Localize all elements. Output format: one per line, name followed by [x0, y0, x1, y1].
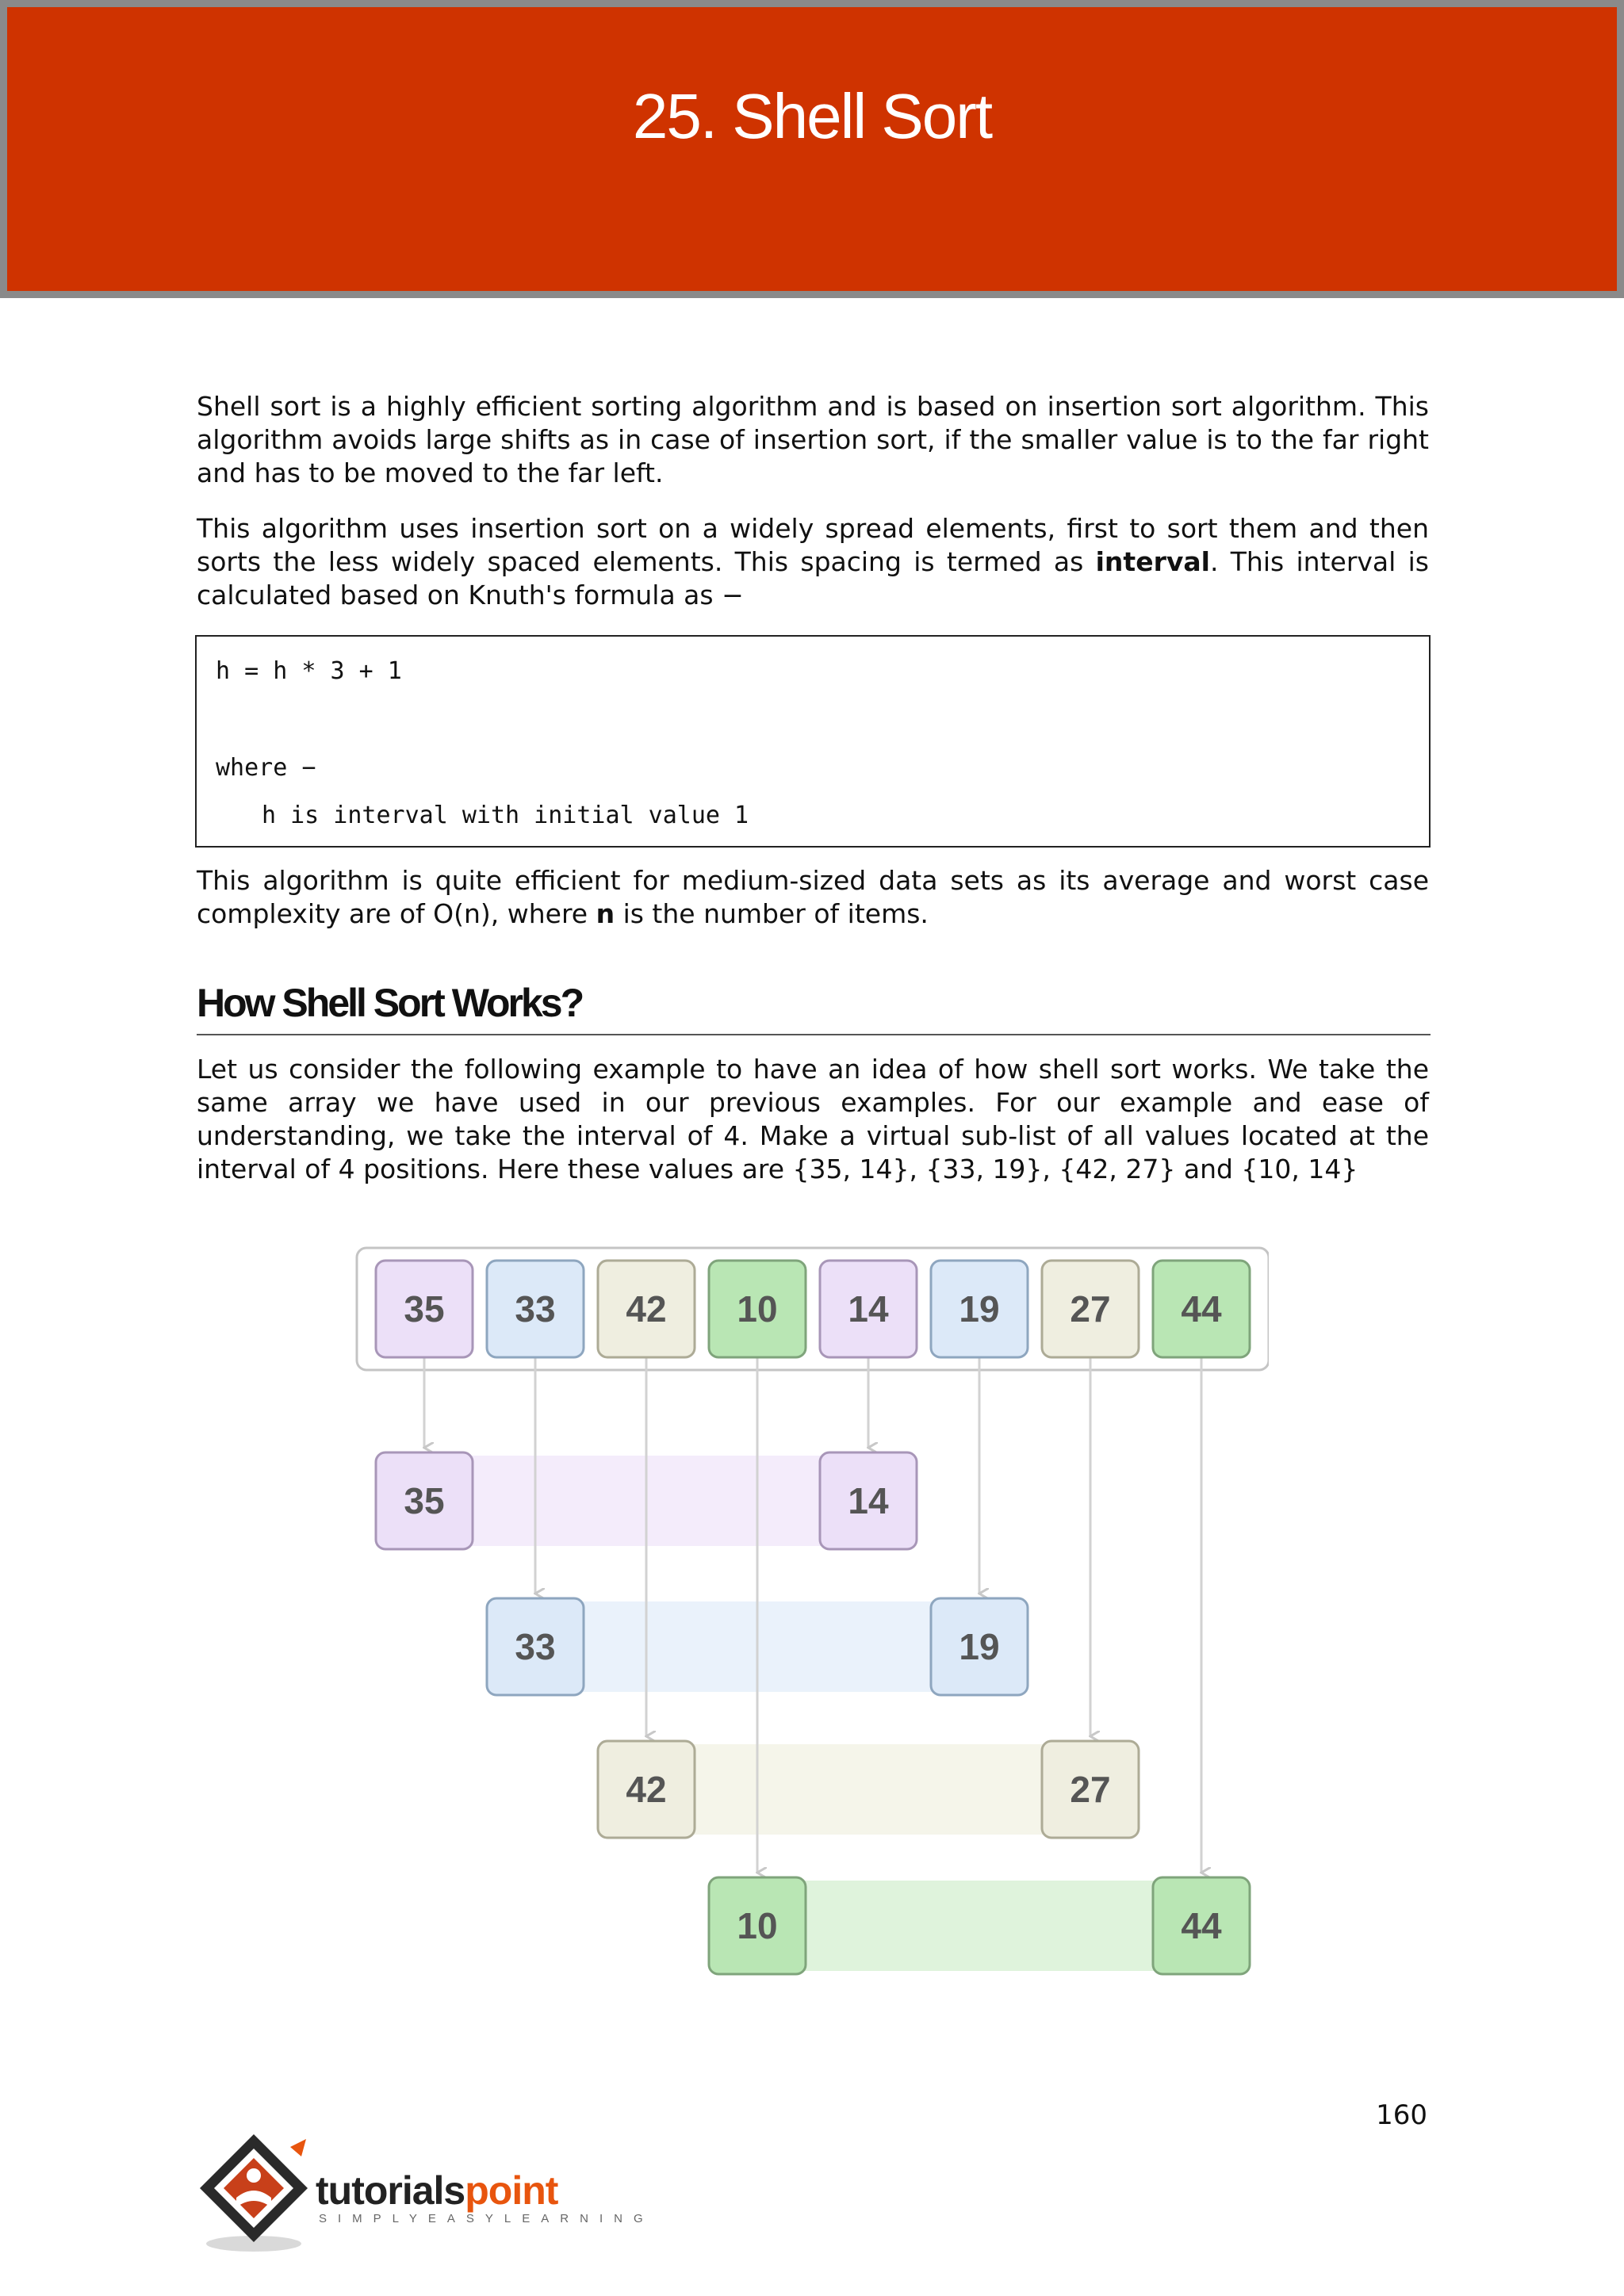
- logo-emblem-icon: [197, 2131, 316, 2258]
- complexity-tail: is the number of items.: [615, 898, 929, 929]
- sublist-4-right: [1153, 1877, 1250, 1974]
- array-cell-1: [376, 1261, 473, 1357]
- section-paragraph: Let us consider the following example to have an idea of how shell sort works. We take the same array we have used in our previous examples. For our example and ease of understanding, we take the interval of 4. Make a virtual sub-list of all values located at the interval of 4 positions. Here these values are {35, 14}, {33, 19}, {42, 27} and {10, 14}: [197, 1054, 1429, 1184]
- array-cell-4: [709, 1261, 806, 1357]
- sublist-3-right: [1042, 1741, 1139, 1838]
- logo-tagline: SIMPLYEASYLEARNING: [319, 2212, 654, 2225]
- code-line-where: where −: [216, 754, 316, 782]
- sublist-2-left-label: 33: [515, 1626, 556, 1667]
- intro-p2-tail: . This interval is calculated based on Knuth's formula as −: [197, 546, 1429, 610]
- array-cell-4-label: 10: [737, 1288, 778, 1330]
- code-line-formula: h = h * 3 + 1: [216, 657, 402, 685]
- array-cell-5-label: 14: [848, 1288, 889, 1330]
- sublist-2-left: [487, 1598, 584, 1695]
- sublist-3-left: [598, 1741, 695, 1838]
- array-cell-6-label: 19: [959, 1288, 1000, 1330]
- sublist-2-right: [931, 1598, 1028, 1695]
- chapter-header: [0, 0, 1624, 298]
- intro-paragraph-1-block: [197, 390, 1429, 490]
- page-number: 160: [1376, 2099, 1427, 2131]
- sublist-1-left: [376, 1452, 473, 1549]
- sublist-1-right: [820, 1452, 917, 1549]
- array-cell-2: [487, 1261, 584, 1357]
- array-cell-7: [1042, 1261, 1139, 1357]
- sublist-4-left-label: 10: [737, 1905, 778, 1946]
- section-divider: [197, 1034, 1431, 1035]
- sublist-4-right-label: 44: [1181, 1905, 1222, 1946]
- sublist-1-left-label: 35: [404, 1480, 445, 1521]
- sublist-3-left-label: 42: [626, 1769, 667, 1810]
- n-term: n: [596, 898, 615, 929]
- interval-term: interval: [1095, 546, 1210, 577]
- code-block: [195, 635, 1431, 848]
- complexity-text: This algorithm is quite efficient for medium-sized data sets as its average and worst case complexity are of O(n), where: [197, 865, 1429, 929]
- array-cell-3: [598, 1261, 695, 1357]
- sublist-3-right-label: 27: [1070, 1769, 1111, 1810]
- chapter-title: 25. Shell Sort: [632, 81, 992, 151]
- array-cell-1-label: 35: [404, 1288, 445, 1330]
- sublist-band-4: [757, 1881, 1201, 1971]
- complexity-paragraph: [197, 864, 1429, 931]
- sublist-4-left: [709, 1877, 806, 1974]
- array-cell-2-label: 33: [515, 1288, 556, 1330]
- sublist-1-right-label: 14: [848, 1480, 889, 1521]
- sublist-2-right-label: 19: [959, 1626, 1000, 1667]
- intro-p2-text: This algorithm uses insertion sort on a widely spread elements, first to sort them and then sorts the less widely spaced elements. This spacing is termed as: [197, 513, 1429, 577]
- intro-paragraph-2-block: [197, 512, 1429, 612]
- array-cell-3-label: 42: [626, 1288, 667, 1330]
- code-line-description: h is interval with initial value 1: [262, 802, 749, 829]
- intro-paragraph-2: [197, 512, 1429, 612]
- complexity-block: [197, 864, 1429, 931]
- array-cell-7-label: 27: [1070, 1288, 1111, 1330]
- array-cell-5: [820, 1261, 917, 1357]
- section-paragraph-block: [197, 1053, 1429, 1186]
- array-cell-8: [1153, 1261, 1250, 1357]
- tutorialspoint-logo: [197, 2131, 654, 2261]
- shell-sort-diagram: [355, 1246, 1269, 1992]
- intro-paragraph-1: Shell sort is a highly efficient sorting algorithm and is based on insertion sort algorithm. This algorithm avoids large shifts as in case of insertion sort, if the smaller value is to the far right and has to be moved to the far left.: [197, 391, 1429, 488]
- sublist-band-3: [646, 1744, 1090, 1835]
- logo-wordmark-orange: point: [465, 2168, 558, 2213]
- array-cell-6: [931, 1261, 1028, 1357]
- array-cell-8-label: 44: [1181, 1288, 1222, 1330]
- logo-wordmark: [316, 2168, 557, 2214]
- section-heading: How Shell Sort Works?: [197, 981, 583, 1025]
- logo-wordmark-dark: tutorials: [316, 2168, 465, 2213]
